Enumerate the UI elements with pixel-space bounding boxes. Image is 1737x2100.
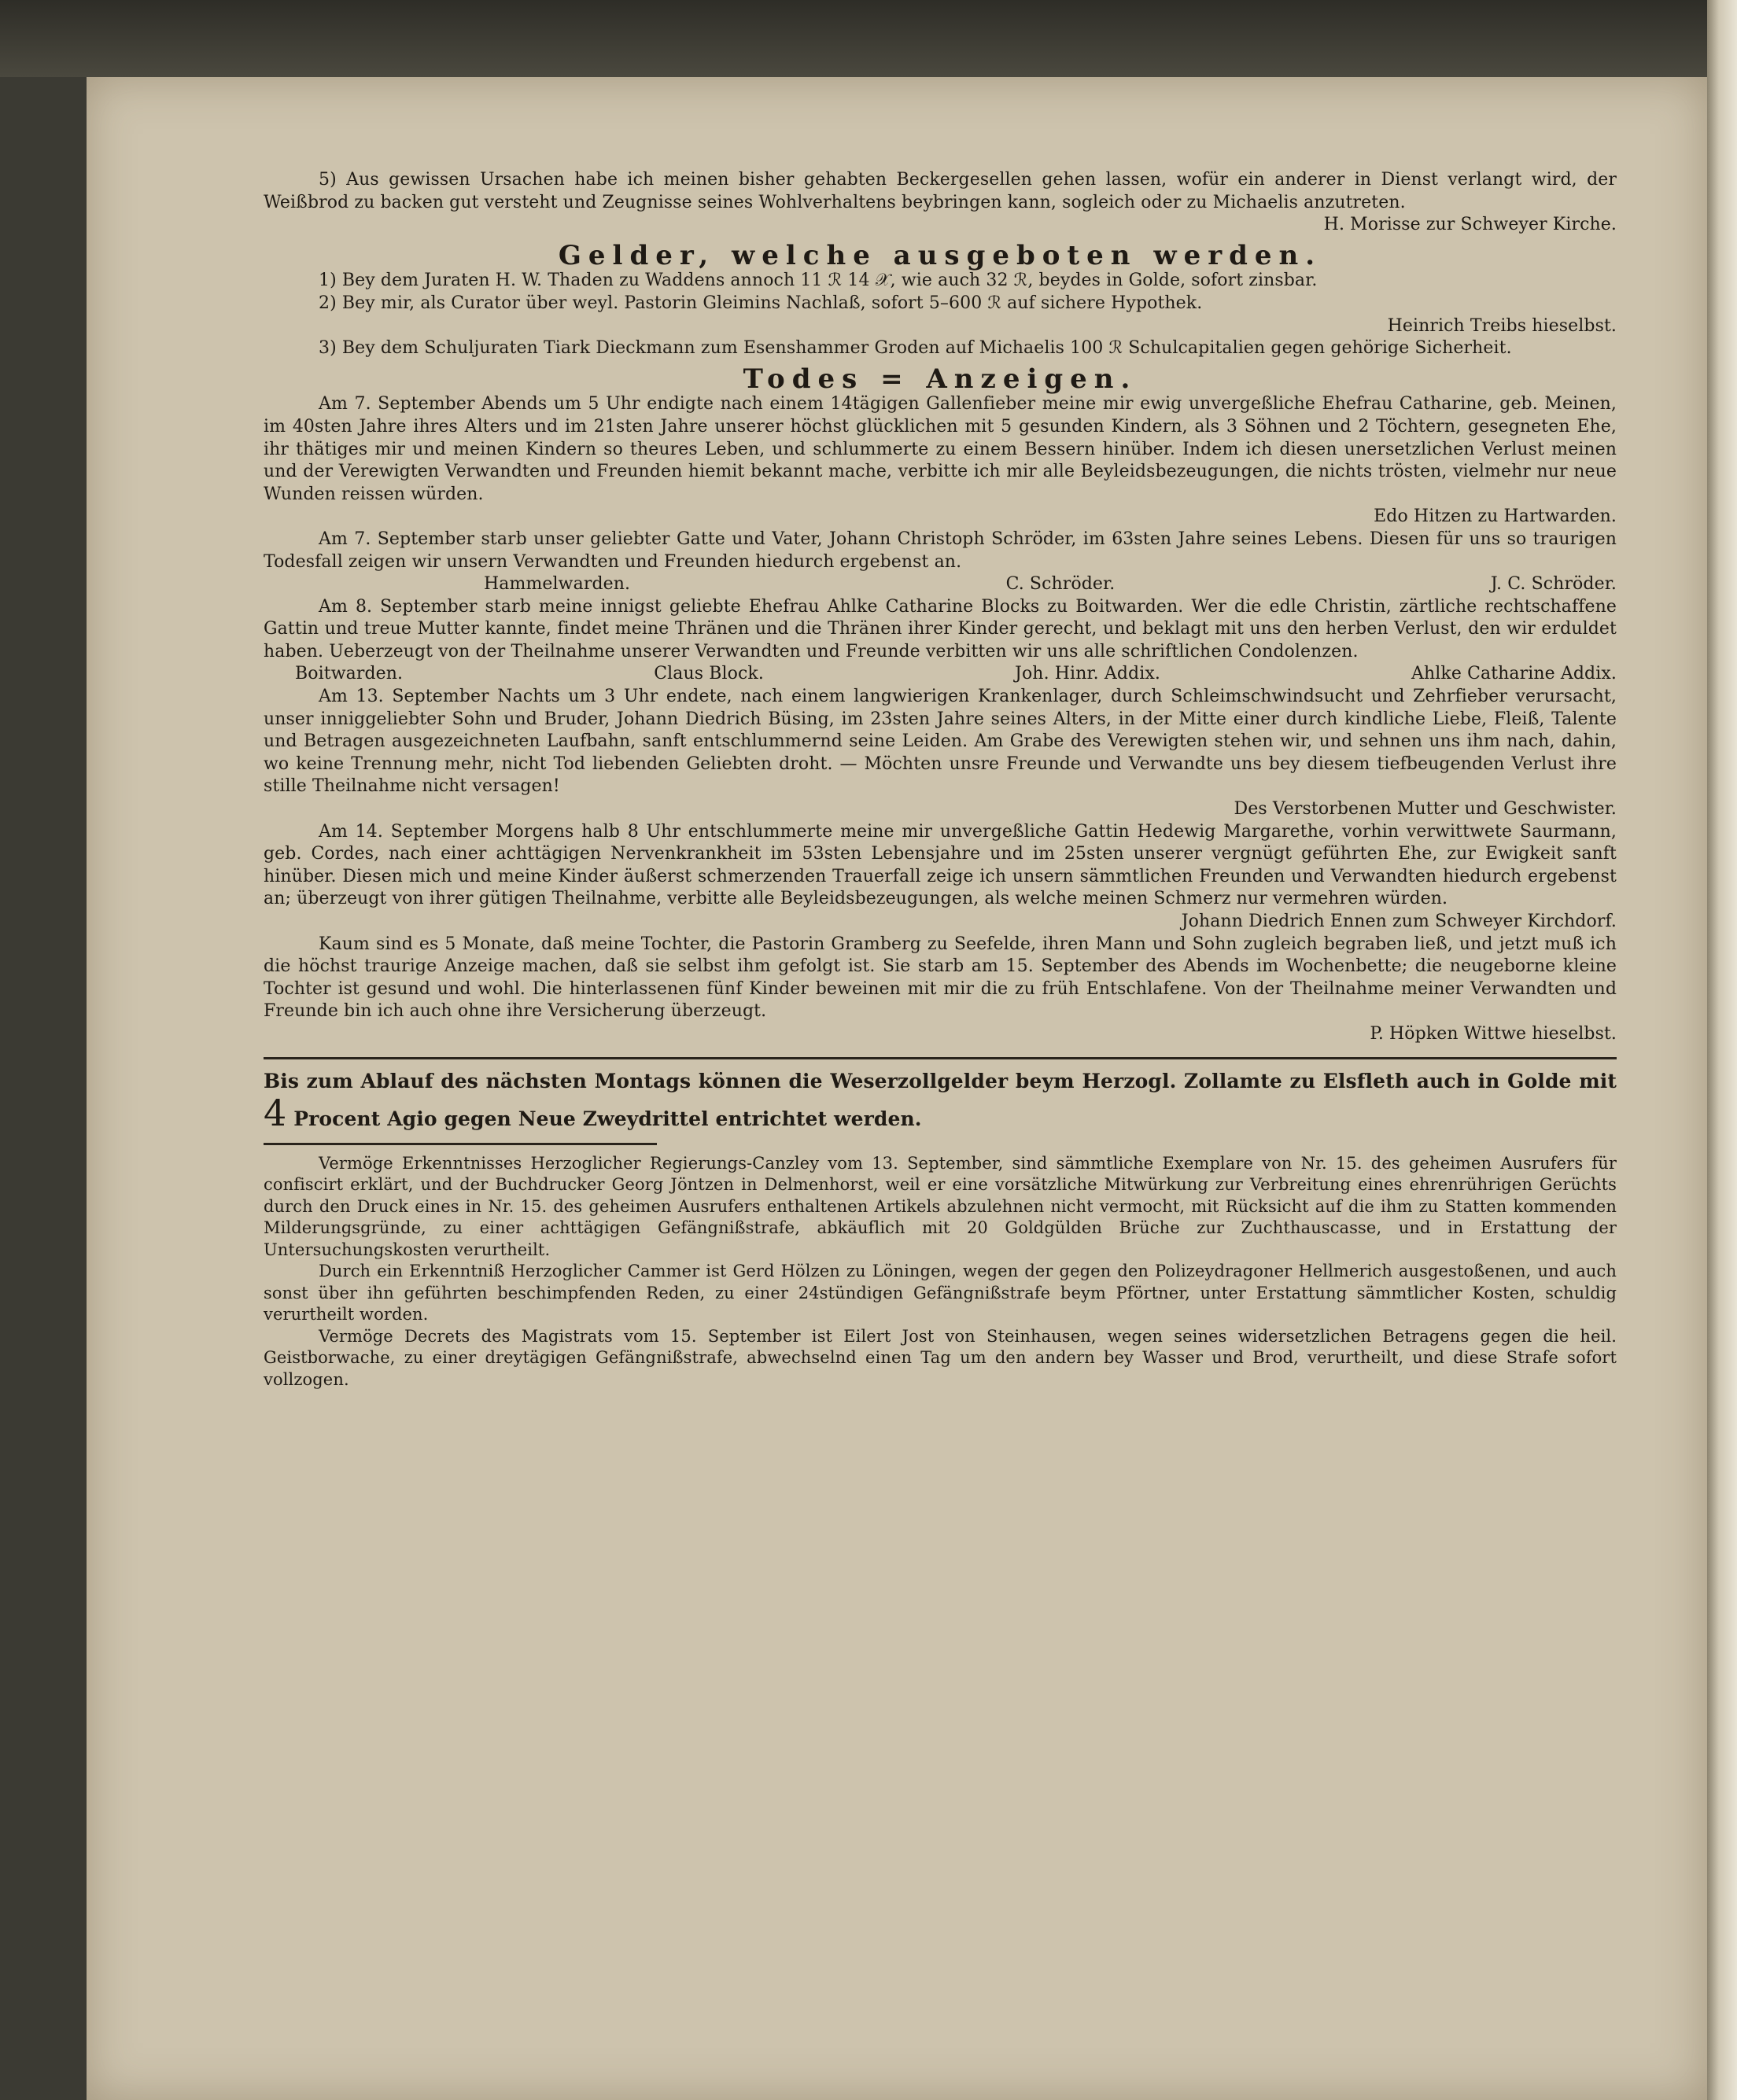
page-gutter: [1707, 0, 1737, 2100]
death-signature: Des Verstorbenen Mutter und Geschwister.: [1234, 799, 1617, 820]
divider-rule-short: [264, 1143, 657, 1145]
signature-name: Claus Block.: [654, 664, 764, 684]
signature-place: Boitwarden.: [295, 664, 404, 684]
death-notice: Am 13. September Nachts um 3 Uhr endete, nach einem langwierigen Krankenlager, durch Schleimschwindsucht und Zehrfieber verursacht, unser inniggeliebter Sohn und Bruder, Johann Diedrich Büsing, im 23sten Jahre seines Alters, in der Mitte einer durch kindliche Liebe, Fleiß, Talente und Betragen ausgezeichneten Laufbahn, sanft entschlummernd seine Leiden. Am Grabe des Verewigten stehen wir, und sehnen uns ihm nach, dahin, wo keine Trennung mehr, nicht Tod liebenden Geliebten droht. — Möchten unsre Freunde und Verwandte uns bey diesem tiefbeugenden Verlust ihre stille Theilnahme nicht versagen!: [264, 687, 1617, 797]
death-signature-row: [264, 663, 1617, 686]
notice-text-before: Bis zum Ablauf des nächsten Montags können die Weserzollgelder beym Herzogl. Zollamte zu Elsfleth auch in Golde mit: [264, 1069, 1617, 1092]
text-column: [264, 169, 1617, 1391]
scan-background-top: [0, 0, 1737, 77]
customs-notice: [264, 1066, 1617, 1135]
ad-signature: H. Morisse zur Schweyer Kirche.: [1323, 215, 1617, 235]
death-signature: P. Höpken Wittwe hieselbst.: [1370, 1023, 1617, 1044]
signature-name: C. Schröder.: [1005, 574, 1116, 595]
signature-place: Hammelwarden.: [484, 574, 631, 595]
death-notice: Am 14. September Morgens halb 8 Uhr entschlummerte meine mir unvergeßliche Gattin Hedewig Margarethe, vorhin verwittwete Saurmann, geb. Cordes, nach einer achttägigen Nervenkrankheit im 53sten Lebensjahre und im 25sten unserer vergnügt geführten Ehe, zur Ewigkeit sanft hinüber. Diesen mich und meine Kinder äußerst schmerzenden Trauerfall zeige ich unsern sämmtlichen Freunden und Verwandten hiedurch ergebenst an; überzeugt von ihrer gütigen Theilnahme, verbitte alle Beyleidsbezeugungen, als welche meinen Schmerz nur vermehren würden.: [264, 821, 1617, 909]
death-notice: Am 7. September starb unser geliebter Gatte und Vater, Johann Christoph Schröder, im 63sten Jahre seines Lebens. Diesen für uns so traurigen Todesfall zeigen wir unsern Verwandten und Freunden hiedurch ergebenst an.: [264, 529, 1617, 572]
money-item: 1) Bey dem Juraten H. W. Thaden zu Waddens annoch 11 ℛ 14 𝒳, wie auch 32 ℛ, beydes in Golde, sofort zinsbar.: [319, 271, 1318, 291]
money-item: 2) Bey mir, als Curator über weyl. Pastorin Gleimins Nachlaß, sofort 5–600 ℛ auf sichere Hypothek.: [319, 293, 1203, 313]
death-notice: Am 7. September Abends um 5 Uhr endigte nach einem 14tägigen Gallenfieber meine mir ewig unvergeßliche Ehefrau Catharine, geb. Meinen, im 40sten Jahre ihres Alters und im 21sten Jahre unserer höchst glücklichen mit 5 gesunden Kindern, als 3 Söhnen und 2 Töchtern, gesegneten Ehe, ihr thätiges mir und meinen Kindern so theures Leben, und schlummerte zu einem Bessern hinüber. Indem ich diesen unersetzlichen Verlust meinen und der Verewigten Verwandten und Freunden hiemit bekannt mache, verbitte ich mir alle Beyleidsbezeugungen, die nichts trösten, vielmehr nur neue Wunden reissen würden.: [264, 394, 1617, 504]
section-heading-deaths: Todes = Anzeigen.: [743, 363, 1138, 395]
divider-rule: [264, 1057, 1617, 1059]
death-signature: Edo Hitzen zu Hartwarden.: [1374, 507, 1617, 527]
signature-name: Joh. Hinr. Addix.: [1015, 664, 1160, 684]
notice-number: 4: [264, 1091, 287, 1134]
death-notice: Kaum sind es 5 Monate, daß meine Tochter, die Pastorin Gramberg zu Seefelde, ihren Mann und Sohn zugleich begraben ließ, und jetzt muß ich die höchst traurige Anzeige machen, daß sie selbst ihm gefolgt ist. Sie starb am 15. September des Abends im Wochenbette; die neugeborne kleine Tochter ist gesund und wohl. Die hinterlassenen fünf Kinder beweinen mit mir die zu früh Entschlafene. Von der Theilnahme meiner Verwandten und Freunde bin ich auch ohne ihre Versicherung überzeugt.: [264, 934, 1617, 1022]
money-signature: Heinrich Treibs hieselbst.: [1387, 315, 1617, 336]
section-heading-money: Gelder, welche ausgeboten werden.: [558, 239, 1322, 271]
death-notice: Am 8. September starb meine innigst geliebte Ehefrau Ahlke Catharine Blocks zu Boitwarden. Wer die edle Christin, zärtliche rechtschaffene Gattin und treue Mutter kannte, findet meine Thränen und die Thränen ihrer Kinder gerecht, und beklagt mit uns den herben Verlust, den wir erduldet haben. Ueberzeugt von der Theilnahme unserer Verwandten und Freunde verbitten wir uns alle schriftlichen Condolenzen.: [264, 596, 1617, 661]
legal-notice: Vermöge Erkenntnisses Herzoglicher Regierungs-Canzley vom 13. September, sind sämmtliche Exemplare von Nr. 15. des geheimen Ausrufers für confiscirt erklärt, und der Buchdrucker Georg Jöntzen in Delmenhorst, weil er eine vorsätzliche Mitwürkung zur Verbreitung eines ehrenrührigen Gerüchts durch den Druck eines in Nr. 15. des geheimen Ausrufers enthaltenen Artikels abzulehnen nicht vermocht, mit Rücksicht auf die ihm zu Statten kommenden Milderungsgründe, zu einer achttägigen Gefängnißstrafe, abkäuflich mit 20 Goldgülden Brüche zur Zuchthauscasse, und in Erstattung der Untersuchungskosten verurtheilt.: [264, 1153, 1617, 1259]
legal-notice: Vermöge Decrets des Magistrats vom 15. September ist Eilert Jost von Steinhausen, wegen seines widersetzlichen Betragens gegen die heil. Geistborwache, zu einer dreytägigen Gefängnißstrafe, abwechselnd einen Tag um den andern bey Wasser und Brod, verurtheilt, und diese Strafe sofort vollzogen.: [264, 1326, 1617, 1389]
signature-name: J. C. Schröder.: [1490, 574, 1617, 595]
death-signature: Johann Diedrich Ennen zum Schweyer Kirchdorf.: [1181, 912, 1617, 931]
death-signature-row: [264, 573, 1617, 596]
money-item: 3) Bey dem Schuljuraten Tiark Dieckmann zum Esenshammer Groden auf Michaelis 100 ℛ Schulcapitalien gegen gehörige Sicherheit.: [319, 338, 1512, 359]
signature-name: Ahlke Catharine Addix.: [1411, 664, 1617, 684]
ad-paragraph: 5) Aus gewissen Ursachen habe ich meinen bisher gehabten Beckergesellen gehen lassen, wofür ein anderer in Dienst verlangt wird, der Weißbrod zu backen gut versteht und Zeugnisse seines Wohlverhaltens beybringen kann, sogleich oder zu Michaelis anzutreten.: [264, 170, 1617, 212]
notice-text-after: Procent Agio gegen Neue Zweydrittel entrichtet werden.: [293, 1107, 922, 1130]
legal-notice: Durch ein Erkenntniß Herzoglicher Cammer ist Gerd Hölzen zu Löningen, wegen der gegen den Polizeydragoner Hellmerich ausgestoßenen, und auch sonst über ihn geführten beschimpfenden Reden, zu einer 24stündigen Gefängnißstrafe beym Pförtner, unter Erstattung sämmtlicher Kosten, schuldig verurtheilt worden.: [264, 1262, 1617, 1324]
